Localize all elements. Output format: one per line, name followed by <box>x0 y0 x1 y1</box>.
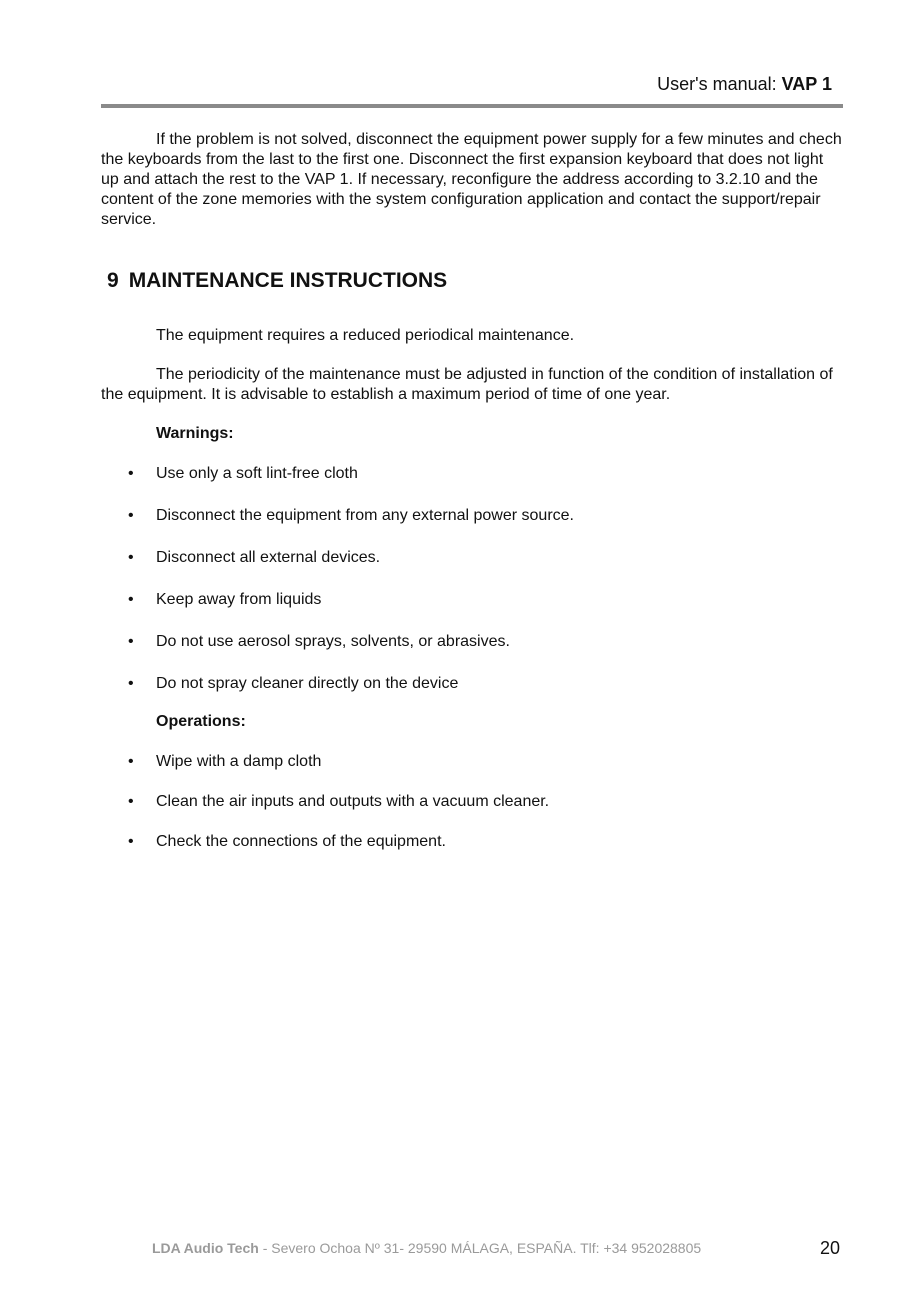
warning-text: Keep away from liquids <box>156 591 322 608</box>
warning-text: Disconnect all external devices. <box>156 549 381 566</box>
list-item <box>101 506 843 526</box>
bullet-icon: • <box>128 549 134 566</box>
header-product: VAP 1 <box>781 74 832 94</box>
list-item <box>101 674 843 694</box>
bullet-icon: • <box>128 833 134 850</box>
intro-paragraph: If the problem is not solved, disconnect the equipment power supply for a few minutes and chech the keyboards from the last to the first one. Disconnect the first expansion keyboard that does not light up and attach the rest to the VAP 1. If necessary, reconfigure the address according to 3.2.10 and the content of the zone memories with the system configuration application and contact the support/repair service. <box>101 131 842 228</box>
header-prefix: User's manual: <box>657 74 782 94</box>
bullet-icon: • <box>128 793 134 810</box>
warning-text: Do not use aerosol sprays, solvents, or abrasives. <box>156 633 510 650</box>
warnings-list <box>101 464 843 694</box>
section-number: 9 <box>107 269 119 292</box>
bullet-icon: • <box>128 633 134 650</box>
list-item <box>101 832 843 852</box>
maintenance-paragraph-1: The equipment requires a reduced periodical maintenance. <box>156 327 575 344</box>
page-number: 20 <box>820 1238 841 1258</box>
list-item <box>101 464 843 484</box>
warning-text: Use only a soft lint-free cloth <box>156 465 358 482</box>
page-content <box>101 130 843 852</box>
operation-text: Wipe with a damp cloth <box>156 753 322 770</box>
section-title: MAINTENANCE INSTRUCTIONS <box>128 269 448 292</box>
bullet-icon: • <box>128 675 134 692</box>
list-item <box>101 548 843 568</box>
section-heading <box>107 268 843 294</box>
operation-text: Clean the air inputs and outputs with a vacuum cleaner. <box>156 793 550 810</box>
footer-address: - Severo Ochoa Nº 31- 29590 MÁLAGA, ESPAÑA. Tlf: +34 952028805 <box>258 1240 702 1256</box>
warnings-heading: Warnings: <box>156 425 234 442</box>
list-item <box>101 590 843 610</box>
header-rule <box>101 104 843 108</box>
bullet-icon: • <box>128 507 134 524</box>
operations-list <box>101 752 843 852</box>
warning-text: Do not spray cleaner directly on the device <box>156 675 459 692</box>
maintenance-paragraph-2: The periodicity of the maintenance must be adjusted in function of the condition of installation of the equipment. It is advisable to establish a maximum period of time of one year. <box>101 366 833 403</box>
page-footer <box>152 1238 701 1258</box>
bullet-icon: • <box>128 465 134 482</box>
bullet-icon: • <box>128 591 134 608</box>
bullet-icon: • <box>128 753 134 770</box>
footer-company: LDA Audio Tech <box>152 1240 259 1256</box>
operation-text: Check the connections of the equipment. <box>156 833 446 850</box>
operations-heading: Operations: <box>156 713 246 730</box>
page-header <box>657 73 832 95</box>
list-item <box>101 752 843 772</box>
warning-text: Disconnect the equipment from any external power source. <box>156 507 574 524</box>
list-item <box>101 792 843 812</box>
list-item <box>101 632 843 652</box>
